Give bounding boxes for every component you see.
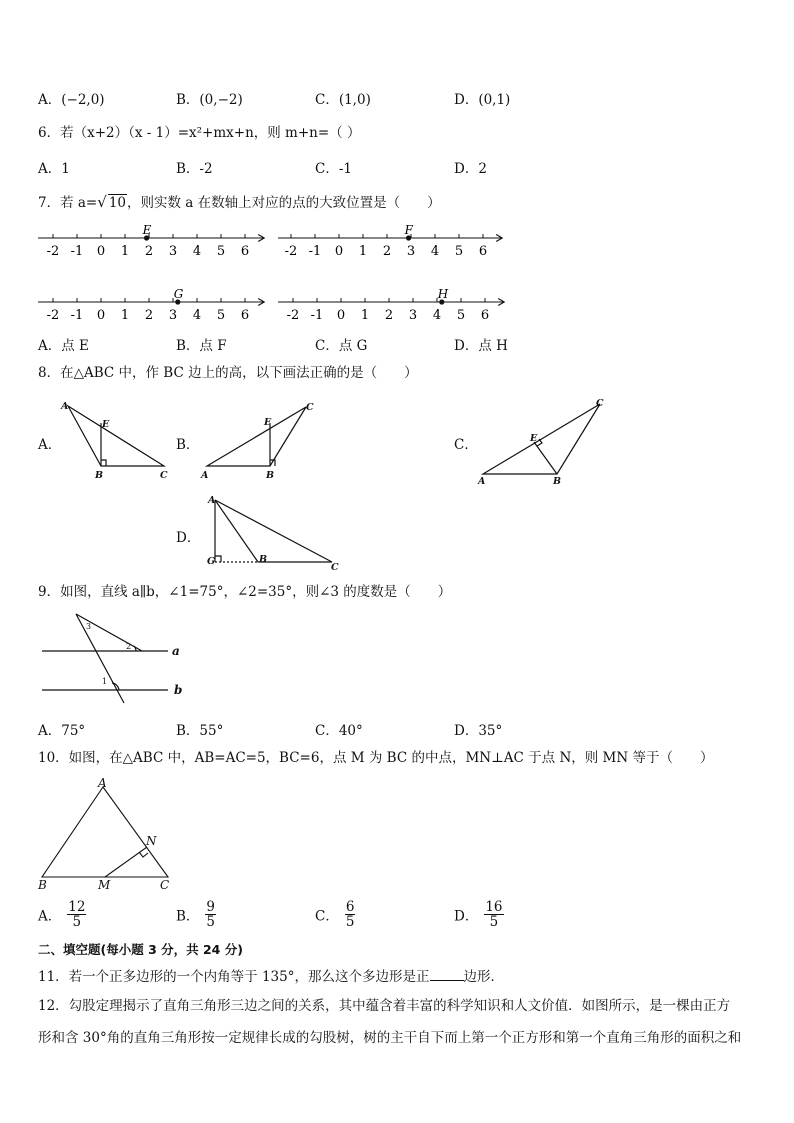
q8-option-b: B． (176, 437, 200, 453)
tick-label: 6 (480, 308, 490, 323)
q8c-height (534, 442, 557, 474)
q7-stem-pre: 7．若 a= (38, 195, 98, 211)
q7-stem: 7．若 a=√ 10，则实数 a 在数轴上对应的点的大致位置是（ ） (38, 193, 441, 211)
tick-label: -2 (286, 308, 300, 323)
tick-label: -2 (46, 244, 60, 259)
tick-label: 0 (334, 244, 344, 259)
q9-option-d: D．35° (454, 723, 503, 739)
q10-stem: 10．如图，在△ABC 中，AB=AC=5，BC=6，点 M 为 BC 的中点，MN⊥AC 于点 N，则 MN 等于（ ） (38, 750, 714, 766)
tick-label: 0 (336, 308, 346, 323)
q8b-label-e: E (264, 417, 272, 428)
q7-option-c: C．点 G (315, 338, 368, 354)
q8d-label-c: C (331, 562, 339, 573)
tick-label: -1 (70, 244, 84, 259)
q7-radicand: 10 (108, 195, 126, 211)
q7-option-b: B．点 F (176, 338, 227, 354)
tick-label: 4 (430, 244, 440, 259)
section-title: 二、填空题(每小题 3 分，共 24 分) (38, 942, 243, 957)
q10-mn (105, 847, 147, 877)
q10-label-b: B (38, 878, 47, 892)
q12-line-2: 形和含 30°角的直角三角形按一定规律长成的勾股树，树的主干自下而上第一个正方形和第一个直角三角形的面积之和 (38, 1030, 742, 1046)
q8c-label-a: A (478, 476, 486, 487)
q10-option-b: B． $\frac{9}{5}$ (176, 899, 216, 931)
tick-label: 5 (216, 308, 226, 323)
q8b-label-c: C (306, 402, 314, 413)
q6-option-b: B．-2 (176, 161, 213, 177)
q9-label-3: 3 (86, 622, 92, 631)
q8a-triangle (68, 406, 164, 466)
q10-figure (30, 775, 210, 895)
q8d-label-b: B (259, 554, 268, 565)
q8c-label-e: E (530, 433, 538, 444)
tick-label: 0 (96, 244, 106, 259)
q8b-label-b: B (266, 470, 275, 481)
q8b-label-a: A (201, 470, 209, 481)
q10-triangle (42, 787, 168, 877)
tick-label: -2 (46, 308, 60, 323)
tick-label: 3 (168, 244, 178, 259)
q8c-triangle (483, 404, 600, 474)
q9-figure (30, 605, 230, 705)
point-label-h: H (437, 287, 449, 301)
q10-option-a: A． $\frac{12}{5}$ (38, 899, 86, 931)
q11-answer-blank[interactable] (430, 968, 464, 981)
q10-option-c: C． $\frac{6}{5}$ (315, 899, 355, 931)
q10-label-n: N (146, 834, 157, 848)
q8a-label-b: B (95, 470, 104, 481)
number-line-e (38, 223, 264, 259)
q7-option-a: A．点 E (38, 338, 89, 354)
q5-option-b: B．(0,−2) (176, 92, 243, 108)
tick-label: 3 (168, 308, 178, 323)
tick-label: 5 (456, 308, 466, 323)
tick-label: 6 (478, 244, 488, 259)
tick-label: 2 (144, 308, 154, 323)
q8-stem: 8．在△ABC 中，作 BC 边上的高，以下画法正确的是（ ） (38, 365, 418, 381)
q6-option-d: D．2 (454, 161, 487, 177)
tick-label: -2 (284, 244, 298, 259)
point-label-e: E (142, 223, 152, 237)
number-line-g (38, 287, 264, 323)
q10-label-m: M (98, 878, 111, 892)
q6-option-c: C．-1 (315, 161, 352, 177)
q11-post: 边形． (463, 969, 504, 985)
q8d-side-ab (215, 500, 258, 562)
q8a-label-c: C (160, 470, 168, 481)
number-line-h (278, 287, 504, 323)
q9-angle-2-arc (134, 646, 136, 651)
q10-option-d: D． $\frac{16}{5}$ (454, 899, 503, 931)
q5-option-c: C．(1,0) (315, 92, 371, 108)
q9-label-a: a (172, 644, 180, 658)
tick-label: 6 (240, 308, 250, 323)
q9-option-b: B．55° (176, 723, 224, 739)
tick-label: 4 (432, 308, 442, 323)
q9-option-c: C．40° (315, 723, 363, 739)
q8c-right-angle (537, 439, 542, 446)
tick-label: 4 (192, 244, 202, 259)
q6-stem: 6．若（x+2）（x - 1）=x²+mx+n，则 m+n=（ ） (38, 125, 361, 141)
point-label-g: G (173, 287, 184, 301)
q12-line-1: 12．勾股定理揭示了直角三角形三边之间的关系，其中蕴含着丰富的科学知识和人文价值．如图所示，是一棵由正方 (38, 998, 731, 1014)
point-label-f: F (404, 223, 413, 237)
q11-stem (38, 968, 504, 985)
tick-label: 1 (358, 244, 368, 259)
tick-label: 2 (382, 244, 392, 259)
number-line-f (278, 223, 502, 259)
tick-label: 2 (144, 244, 154, 259)
tick-label: 3 (408, 308, 418, 323)
q10-right-angle (139, 852, 148, 857)
q9-option-a: A．75° (38, 723, 86, 739)
q7-option-d: D．点 H (454, 338, 508, 354)
q10-label-c: C (160, 878, 170, 892)
tick-label: 4 (192, 308, 202, 323)
q6-option-a: A．1 (38, 161, 70, 177)
tick-label: 1 (120, 308, 130, 323)
tick-label: 1 (120, 244, 130, 259)
q8d-right-angle (215, 556, 221, 562)
q9-label-2: 2 (126, 642, 132, 651)
tick-label: 0 (96, 308, 106, 323)
q8d-side-ac (215, 500, 332, 562)
q8b-triangle (207, 407, 306, 466)
q8-option-a: A． (38, 437, 62, 453)
q8-option-d: D． (176, 530, 201, 546)
q8-figures (0, 390, 794, 590)
q8d-label-a: A (208, 495, 216, 506)
q8a-label-e: E (102, 419, 110, 430)
tick-label: 5 (454, 244, 464, 259)
q9-stem: 9．如图，直线 a∥b，∠1=75°，∠2=35°，则∠3 的度数是（ ） (38, 584, 452, 600)
q8c-label-b: B (553, 476, 562, 487)
q8a-label-a: A (61, 401, 69, 412)
tick-label: -1 (308, 244, 322, 259)
q8d-label-g: G (207, 556, 216, 567)
tick-label: 3 (406, 244, 416, 259)
q5-option-d: D．(0,1) (454, 92, 511, 108)
tick-label: 5 (216, 244, 226, 259)
q9-label-b: b (174, 683, 183, 697)
tick-label: 6 (240, 244, 250, 259)
tick-label: 1 (360, 308, 370, 323)
q8a-right-angle (101, 460, 106, 466)
tick-label: -1 (310, 308, 324, 323)
q10-label-a: A (98, 776, 107, 790)
q5-option-a: A．(−2,0) (38, 92, 105, 108)
tick-label: 2 (384, 308, 394, 323)
q9-label-1: 1 (102, 677, 108, 686)
tick-label: -1 (70, 308, 84, 323)
q8c-label-c: C (596, 398, 604, 409)
q11-pre: 11．若一个正多边形的一个内角等于 135°，那么这个多边形是正 (38, 969, 430, 985)
q8-option-c: C． (454, 437, 478, 453)
q7-stem-post: ，则实数 a 在数轴上对应的点的大致位置是（ ） (127, 195, 441, 211)
